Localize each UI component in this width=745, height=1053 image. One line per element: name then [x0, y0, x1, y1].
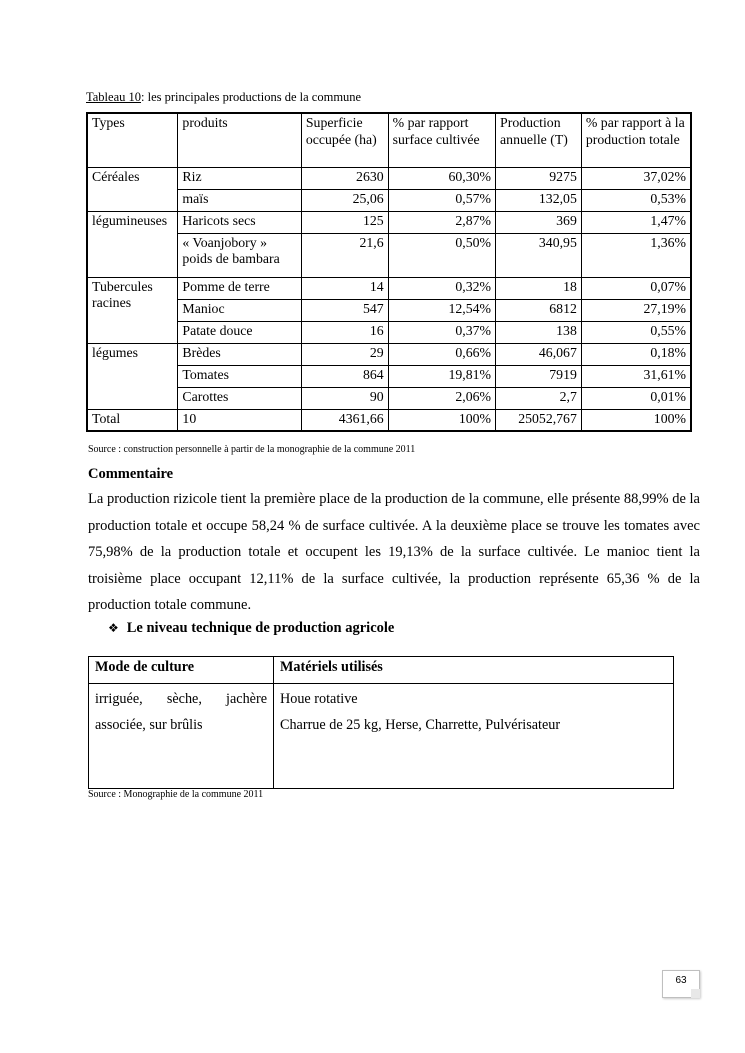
- cell-pct-surface: 60,30%: [388, 167, 495, 189]
- cell-superficie: 29: [301, 343, 388, 365]
- table-row: [89, 684, 674, 789]
- cell-pct-production: 31,61%: [581, 365, 691, 387]
- table-row: [87, 233, 691, 277]
- cell-pct-production: 1,36%: [581, 233, 691, 277]
- cell-superficie: 25,06: [301, 189, 388, 211]
- mode-line-2: associée, sur brûlis: [95, 717, 203, 733]
- cell-produit: maïs: [178, 189, 301, 211]
- materiels-line-1: Houe rotative: [280, 691, 358, 707]
- table-row: [87, 189, 691, 211]
- cell-pct-production: 37,02%: [581, 167, 691, 189]
- page-fold-icon: [691, 989, 700, 998]
- section-heading-text: Le niveau technique de production agricole: [126, 620, 395, 636]
- table-header-row: [89, 657, 674, 684]
- commentaire-paragraph: La production rizicole tient la première place de la production de la commune, elle présente 88,99% de la production totale et occupe 58,24 % de surface cultivée. A la deuxième place se trouve les tomates avec 75,98% de la production totale et occupent les 19,13% de la surface cultivée. Le manioc tient la troisième place occupant 12,11% de la surface cultivée, la production représente 65,36 % de la production totale commune.: [88, 491, 700, 613]
- cell-materiels: [274, 684, 674, 789]
- cell-superficie: 125: [301, 211, 388, 233]
- cell-produit: Tomates: [178, 365, 301, 387]
- cell-production: 25052,767: [496, 409, 582, 431]
- cell-production: 7919: [496, 365, 582, 387]
- table-source: Source : construction personnelle à partir de la monographie de la commune 2011: [88, 444, 416, 455]
- group-cell-empty: [87, 233, 178, 277]
- diamond-bullet-icon: ❖: [108, 621, 119, 635]
- cell-pct-production: 0,01%: [581, 387, 691, 409]
- technique-table: [88, 656, 674, 789]
- cell-superficie: 864: [301, 365, 388, 387]
- cell-pct-surface: 0,66%: [388, 343, 495, 365]
- table-caption-label: Tableau 10: [86, 90, 142, 104]
- table-row: [87, 365, 691, 387]
- page-number-box: [662, 970, 700, 998]
- section-heading: [108, 620, 394, 637]
- cell-superficie: 90: [301, 387, 388, 409]
- cell-superficie: 2630: [301, 167, 388, 189]
- cell-pct-surface: 12,54%: [388, 299, 495, 321]
- cell-production: 9275: [496, 167, 582, 189]
- table-row: [87, 387, 691, 409]
- table-row: [87, 211, 691, 233]
- commentaire-title: Commentaire: [88, 466, 174, 482]
- table-row: [87, 321, 691, 343]
- mode-word: jachère: [226, 691, 267, 707]
- table-caption-text: : les principales productions de la commune: [141, 90, 362, 104]
- header-mode-culture: Mode de culture: [89, 657, 274, 684]
- table-row: [87, 343, 691, 365]
- header-pct-production: % par rapport à la production totale: [581, 113, 691, 167]
- group-total: Total: [87, 409, 178, 431]
- header-production: Production annuelle (T): [496, 113, 582, 167]
- cell-pct-surface: 0,37%: [388, 321, 495, 343]
- cell-superficie: 21,6: [301, 233, 388, 277]
- table-row: [87, 277, 691, 299]
- cell-produit: Haricots secs: [178, 211, 301, 233]
- cell-produit: Carottes: [178, 387, 301, 409]
- cell-pct-production: 0,55%: [581, 321, 691, 343]
- group-legumes: légumes: [87, 343, 178, 409]
- cell-production: 46,067: [496, 343, 582, 365]
- cell-produit: Patate douce: [178, 321, 301, 343]
- mode-line-1: [95, 686, 267, 712]
- cell-pct-production: 0,53%: [581, 189, 691, 211]
- cell-superficie: 4361,66: [301, 409, 388, 431]
- page-number: 63: [675, 975, 687, 986]
- header-types: Types: [87, 113, 178, 167]
- header-materiels: Matériels utilisés: [274, 657, 674, 684]
- cell-pct-production: 100%: [581, 409, 691, 431]
- cell-production: 340,95: [496, 233, 582, 277]
- cell-production: 132,05: [496, 189, 582, 211]
- cell-pct-surface: 0,57%: [388, 189, 495, 211]
- group-cell-empty: [87, 189, 178, 211]
- cell-pct-surface: 0,32%: [388, 277, 495, 299]
- table-header-row: [87, 113, 691, 167]
- cell-pct-production: 0,07%: [581, 277, 691, 299]
- cell-produit: Manioc: [178, 299, 301, 321]
- group-tubercules: Tubercules racines: [87, 277, 178, 343]
- table-row: [87, 167, 691, 189]
- cell-superficie: 547: [301, 299, 388, 321]
- table2-source: Source : Monographie de la commune 2011: [88, 789, 264, 800]
- cell-pct-surface: 100%: [388, 409, 495, 431]
- cell-superficie: 14: [301, 277, 388, 299]
- cell-pct-surface: 0,50%: [388, 233, 495, 277]
- cell-pct-production: 1,47%: [581, 211, 691, 233]
- cell-superficie: 16: [301, 321, 388, 343]
- cell-production: 369: [496, 211, 582, 233]
- cell-produit: « Voanjobory » poids de bambara: [178, 233, 301, 277]
- mode-word: sèche,: [166, 691, 202, 707]
- mode-word: irriguée,: [95, 691, 143, 707]
- cell-production: 138: [496, 321, 582, 343]
- cell-production: 6812: [496, 299, 582, 321]
- cell-production: 2,7: [496, 387, 582, 409]
- cell-mode-culture: [89, 684, 274, 789]
- cell-produit: Riz: [178, 167, 301, 189]
- group-cereales: Céréales: [87, 167, 178, 189]
- group-legumineuses: légumineuses: [87, 211, 178, 233]
- cell-pct-production: 0,18%: [581, 343, 691, 365]
- materiels-line-2: Charrue de 25 kg, Herse, Charrette, Pulvérisateur: [280, 717, 561, 733]
- table-row: [87, 299, 691, 321]
- cell-pct-production: 27,19%: [581, 299, 691, 321]
- cell-pct-surface: 2,87%: [388, 211, 495, 233]
- table-total-row: [87, 409, 691, 431]
- productions-table: [86, 112, 692, 432]
- cell-produit: Pomme de terre: [178, 277, 301, 299]
- cell-pct-surface: 2,06%: [388, 387, 495, 409]
- cell-pct-surface: 19,81%: [388, 365, 495, 387]
- header-pct-surface: % par rapport surface cultivée: [388, 113, 495, 167]
- cell-production: 18: [496, 277, 582, 299]
- header-produits: produits: [178, 113, 301, 167]
- cell-produit: Brèdes: [178, 343, 301, 365]
- table-caption: [86, 90, 361, 105]
- header-superficie: Superficie occupée (ha): [301, 113, 388, 167]
- cell-produit: 10: [178, 409, 301, 431]
